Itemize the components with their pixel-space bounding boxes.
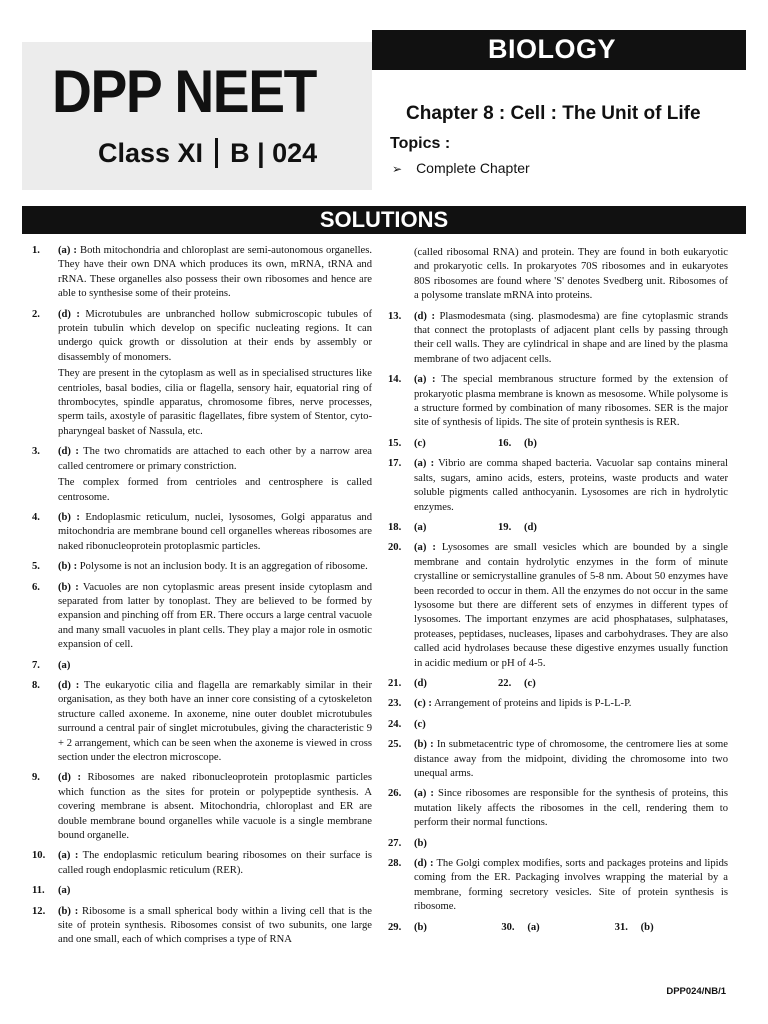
question-number: 4. [32,511,40,523]
question-number: 17. [388,458,402,470]
question-number: 24. [388,718,402,730]
solutions-left-column [32,244,372,954]
question-number: 11. [32,885,45,897]
question-number: 31. [614,921,628,933]
solution-17 [388,457,728,515]
question-number: 8. [32,679,40,691]
explanation: Both mitochondria and chloroplast are semi-autonomous organelles. They have their own DNA which produces its own, mRNA, tRNA and rRNA. These organelles also possess their own ribosomes and hence are able to synthesise some of their proteins. [58,245,372,300]
explanation: Microtubules are unbranched hollow submicroscopic tubules of protein tubulin which develop on specific nucleating regions. It can undergo quick growth or dissolution at their ends by assembly or disassembly of monomers. [58,308,373,363]
question-number: 3. [32,446,40,458]
answer-option: (b) : [58,561,78,573]
explanation: Vacuoles are non cytoplasmic areas present inside cytoplasm and separated from latter by tonoplast. They are believed to be formed by expansion and pinching off from ER. There occurs a large central vacuole and many small vacuoles in plant cells. They play a major role in osmotic expansion of cell. [58,581,372,651]
question-number: 14. [388,374,402,386]
answer-row [388,921,728,935]
topic-text: Complete Chapter [416,160,530,176]
arrow-bullet-icon: ➢ [392,162,403,176]
solution-10 [32,849,372,878]
question-number: 29. [388,921,402,933]
answer-option: (d) [414,677,427,689]
solution-12-continued [388,246,728,304]
solution-18 [388,521,498,535]
explanation: Ribosomes are naked ribonucleoprotein protoplasmic particles which function as the sites for protein or polypeptide synthesis. A covering membrane is absent. Mitochondria, chloroplast and ER are double membrane bound organelles while vacuole is a single membrane bound organelle. [58,772,373,842]
question-number: 5. [32,561,40,573]
solution-26 [388,787,728,830]
page-footer-code: DPP024/NB/1 [666,986,726,997]
solutions-right-column [388,246,728,935]
answer-option: (d) : [414,310,435,322]
question-number: 26. [388,788,402,800]
answer-option: (b) [414,921,427,933]
solution-20 [388,541,728,671]
solution-13 [388,310,728,368]
solution-3 [32,445,372,505]
answer-row [388,521,728,535]
solutions-bar [22,206,746,234]
answer-option: (a) : [58,245,77,256]
answer-option: (b) [524,437,537,449]
solution-23 [388,697,728,711]
solution-19 [498,521,608,535]
answer-option: (c) [414,437,426,449]
question-number: 10. [32,850,46,862]
explanation: The complex formed from centrioles and centrosphere is called centrosome. [58,477,372,503]
solution-24 [388,718,728,732]
subject-label: BIOLOGY [487,34,616,64]
divider [215,138,218,168]
answer-option: (a) : [414,458,435,470]
question-number: 2. [32,308,40,320]
solution-11 [32,884,372,898]
question-number: 19. [498,521,512,533]
chapter-title: Chapter 8 : Cell : The Unit of Life [406,103,701,124]
answer-option: (a) [414,521,427,533]
explanation: The two chromatids are attached to each other by a narrow area called centromere or primary constriction. [58,446,372,472]
explanation: Endoplasmic reticulum, nuclei, lysosomes, Golgi apparatus and mitochondria are membrane bound cell organelles whereas ribosomes are naked ribonucleoprotein protoplasmic particles. [58,511,372,552]
solution-30 [501,921,614,935]
question-number: 1. [32,245,40,256]
question-number: 23. [388,698,402,710]
answer-option: (d) : [58,772,82,784]
answer-option: (c) [524,677,536,689]
explanation: (called ribosomal RNA) and protein. They are found in both eukaryotic and prokaryotic cells. In prokaryotes 70S ribosomes and in eukaryotes 80S ribosomes are found where 'S' denotes Svedberg unit. Ribosomes of a polysome translate mRNA into proteins. [414,247,728,302]
solution-29 [388,921,501,935]
question-number: 18. [388,521,402,533]
explanation: Arrangement of proteins and lipids is P-L-L-P. [434,698,632,710]
solution-28 [388,857,728,915]
solution-12 [32,905,372,948]
question-number: 12. [32,905,46,917]
explanation: Since ribosomes are responsible for the synthesis of proteins, this mutation likely affects the ribosomes in the cell, rendering them to perform their normal functions. [414,788,728,829]
answer-option: (d) : [58,679,80,691]
explanation: The special membranous structure formed by the extension of prokaryotic plasma membrane is known as mesosome. While polysome is a structure formed by combination of many ribosomes. SER is the major site of synthesis of lipids. The site of protein synthesis is RER. [414,374,728,429]
answer-option: (d) : [58,308,80,320]
topics-label: Topics : [390,135,451,152]
solution-6 [32,581,372,653]
answer-option: (a) : [414,374,436,386]
answer-option: (d) : [414,858,434,870]
solution-2 [32,308,372,440]
question-number: 9. [32,772,40,784]
explanation: Ribosome is a small spherical body within a living cell that is the site of protein synthesis. Ribosomes consist of two subunits, one large and one small, each of which comprises a type of RNA [58,905,372,946]
answer-option: (d) : [58,446,79,458]
answer-option: (a) [58,659,71,671]
answer-option: (b) : [414,739,434,751]
solution-25 [388,738,728,781]
explanation: The endoplasmic reticulum bearing ribosomes on their surface is called rough endoplasmic reticulum (RER). [58,850,372,876]
solution-5 [32,560,372,574]
explanation: Lysosomes are small vesicles which are bounded by a single membrane and contain hydrolytic enzymes in the form of minute crystalline or semicrystalline granules of 5-8 nm. About 50 enzymes have been recorded to occur in them. All the enzymes do not occur in the same lysosome but there are different sets of enzymes in different types of lysosomes. The important enzymes are acid phosphatases, sulphatases, proteases, peptidases, nucleases, lipases and carbohydrases. They are also called acid hydrolases because these digestive enzymes usually function in acidic medium or pH of 4-5. [414,542,729,669]
page-title: DPP NEET [52,58,317,125]
dpp-code: B | 024 [230,138,318,169]
solution-4 [32,511,372,554]
answer-option: (b) [414,837,427,849]
solution-9 [32,771,372,843]
answer-option: (b) : [58,905,79,917]
subject-bar [372,30,746,70]
solution-27 [388,837,728,851]
question-number: 22. [498,677,512,689]
explanation: Polysome is not an inclusion body. It is an aggregation of ribosome. [79,561,368,573]
solution-7 [32,659,372,673]
class-label: Class XI [98,138,204,169]
question-number: 21. [388,677,402,689]
question-number: 20. [388,542,402,554]
question-number: 25. [388,739,402,751]
answer-option: (c) [414,718,426,730]
answer-option: (d) [524,521,537,533]
solutions-heading: SOLUTIONS [319,207,449,232]
explanation: Plasmodesmata (sing. plasmodesma) are fine cytoplasmic strands that connect the protoplasts of adjacent plant cells by passing through their cell walls. They are cylindrical in shape and are lined by the plasma membrane of two adjacent cells. [414,310,728,365]
answer-option: (b) [640,921,654,933]
solution-8 [32,679,372,765]
solution-22 [498,677,608,691]
solution-31 [615,921,728,935]
question-number: 7. [32,659,40,671]
solution-1 [32,244,372,302]
question-number: 15. [388,437,402,449]
explanation: They are present in the cytoplasm as well as in specialised structures like centrioles, basal bodies, cilia or flagella, sensory hair, equatorial ring of thrombocytes, spindle apparatus, chromosome fibres, nerve processes, sperm tails, axostyle of parasitic flagellates, fibre system of Stentor, cyto-pharyngeal basket of Nassula, etc. [58,368,372,437]
question-number: 13. [388,310,402,322]
question-number: 30. [501,921,515,933]
explanation: Vibrio are comma shaped bacteria. Vacuolar sap contains mineral salts, sugars, amino acids, esters, proteins, waste products and water soluble pigments called anthocyanin. Lysosomes are rich in hydrolytic enzymes. [414,458,728,513]
answer-option: (c) : [414,698,432,710]
question-number: 16. [498,437,512,449]
solution-14 [388,373,728,431]
question-number: 28. [388,858,402,870]
answer-option: (a) : [414,788,434,800]
answer-option: (a) : [58,850,79,862]
answer-option: (a) : [414,542,436,554]
answer-option: (a) [527,921,540,933]
solution-21 [388,677,498,691]
answer-option: (a) [58,885,71,897]
solution-15 [388,437,498,451]
answer-row [388,677,728,691]
answer-row [388,437,728,451]
explanation: The Golgi complex modifies, sorts and packages proteins and lipids coming from the ER. Packaging involves wrapping the material by a membrane, forming secretory vesicles. Site of protein synthesis is ribosome. [414,858,728,913]
solution-16 [498,437,608,451]
question-number: 27. [388,837,402,849]
question-number: 6. [32,581,40,593]
answer-option: (b) : [58,511,80,523]
explanation: In submetacentric type of chromosome, the centromere lies at some distance away from the midpoint, dividing the chromosome into two unequal arms. [414,739,728,779]
class-code-line [98,138,317,172]
topic-item [392,160,530,176]
explanation: The eukaryotic cilia and flagella are remarkably similar in their organisation, as they both have an inner core consisting of a cytoskeleton structure called axoneme. In axoneme, nine outer doublet microtubules surround a central pair of singlet microtubules, giving the characteristic 9 + 2 arrangement, which can be seen when the axoneme is viewed in cross section under the electron microscope. [58,679,372,763]
answer-option: (b) : [58,581,79,593]
